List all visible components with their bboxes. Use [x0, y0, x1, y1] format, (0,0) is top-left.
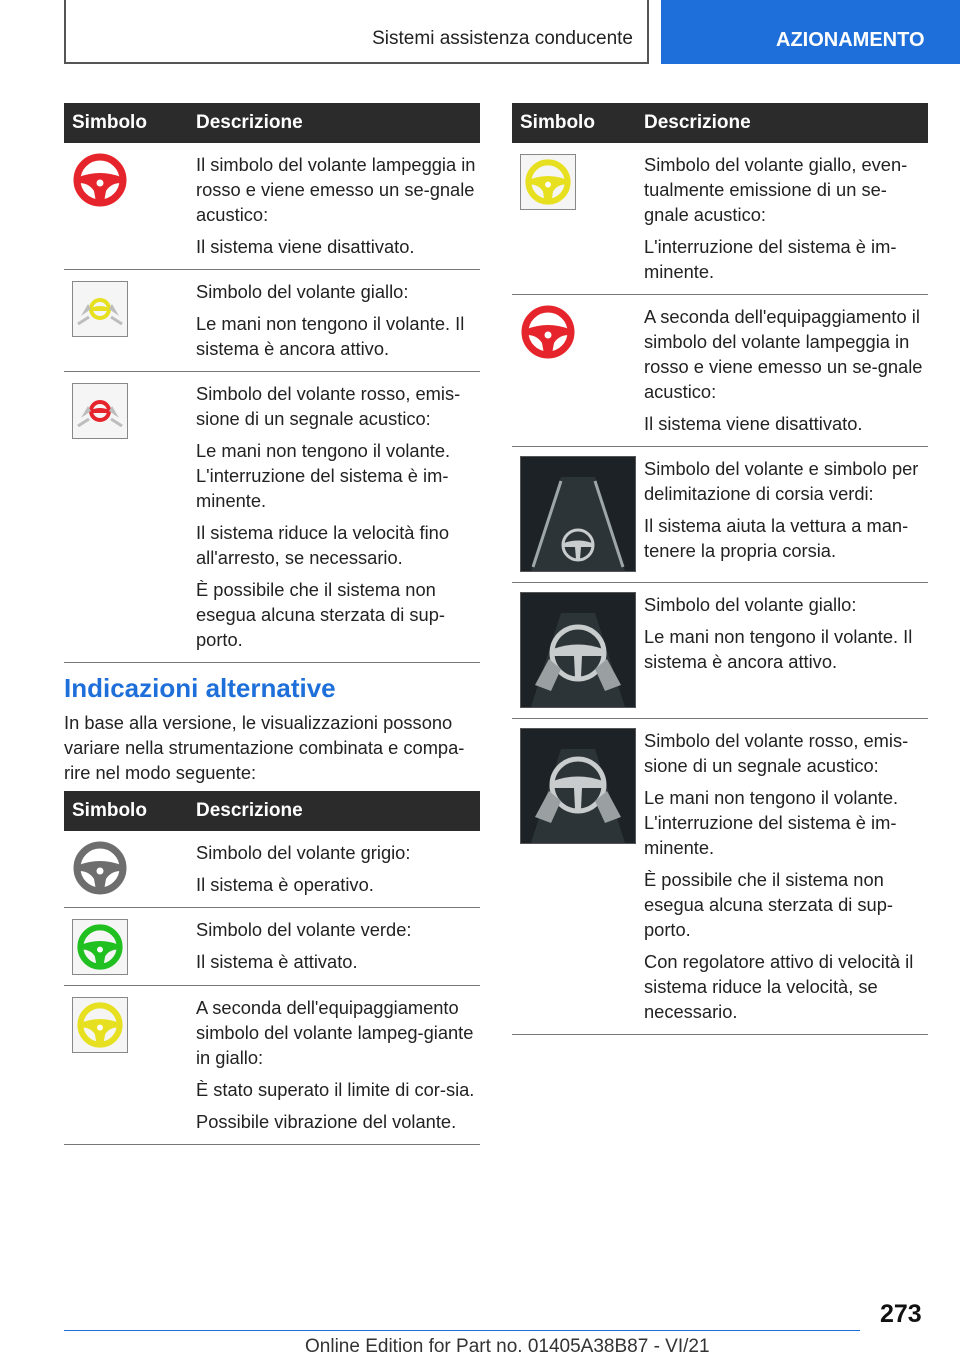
- footer-divider: [64, 1330, 860, 1331]
- table-row: [64, 908, 480, 986]
- description-line: A seconda dell'equipaggiamento il simbolo del volante lampeggia in rosso e viene emesso un se-gnale acustico:: [644, 306, 923, 402]
- description-line: Il sistema è operativo.: [196, 874, 374, 895]
- header-chapter-tab: [661, 0, 960, 64]
- description-line: Simbolo del volante e simbolo per delimitazione di corsia verdi:: [644, 458, 919, 504]
- description-line: Il sistema viene disattivato.: [196, 236, 415, 257]
- steering-wheel-red-icon: [72, 152, 128, 208]
- lane-display-hands-red-icon: [520, 728, 636, 844]
- table-row: [512, 143, 928, 295]
- lane-display-hands-yellow-icon: [520, 592, 636, 708]
- description-line: Simbolo del volante grigio:: [196, 842, 411, 863]
- header-section-box: [64, 0, 649, 64]
- table-row: [64, 831, 480, 908]
- steering-wheel-hands-red-icon: [72, 383, 128, 439]
- description-line: Le mani non tengono il volante. L'interruzione del sistema è im-minente.: [644, 787, 899, 858]
- table-row: [64, 270, 480, 372]
- description-line: Simbolo del volante rosso, emis-sione di un segnale acustico:: [196, 383, 461, 429]
- description-line: Il simbolo del volante lampeggia in rosso e viene emesso un se-gnale acustico:: [196, 154, 476, 225]
- table-row: [512, 719, 928, 1035]
- symbol-table-1: [64, 103, 480, 663]
- table-row: [64, 143, 480, 270]
- description-line: Simbolo del volante giallo:: [644, 594, 857, 615]
- col-symbol-header: Simbolo: [520, 112, 595, 133]
- steering-wheel-green-icon: [72, 919, 128, 975]
- table-row: [512, 295, 928, 447]
- description-line: Con regolatore attivo di velocità il sistema riduce la velocità, se necessario.: [644, 951, 914, 1022]
- description-line: Simbolo del volante giallo, even-tualmente emissione di un se-gnale acustico:: [644, 154, 908, 225]
- lane-display-green-wheel-icon: [520, 456, 636, 572]
- table-header: [64, 791, 480, 831]
- footer-edition: Online Edition for Part no. 01405A38B87 - VI/21: [305, 1336, 710, 1357]
- symbol-table-3: [512, 103, 928, 1035]
- steering-wheel-grey-icon: [72, 840, 128, 896]
- description-line: L'interruzione del sistema è im-minente.: [644, 236, 897, 282]
- steering-wheel-yellow-icon: [72, 997, 128, 1053]
- description-line: Il sistema aiuta la vettura a man-tenere la propria corsia.: [644, 515, 909, 561]
- steering-wheel-hands-yellow-icon: [72, 281, 128, 337]
- description-line: Il sistema riduce la velocità fino all'arresto, se necessario.: [196, 522, 450, 568]
- header-section-title: Sistemi assistenza conducente: [372, 28, 633, 49]
- steering-wheel-yellow-icon: [520, 154, 576, 210]
- description-line: Simbolo del volante giallo:: [196, 281, 409, 302]
- description-line: Le mani non tengono il volante. Il sistema è ancora attivo.: [644, 626, 913, 672]
- description-line: È possibile che il sistema non esegua alcuna sterzata di sup-porto.: [196, 579, 445, 650]
- description-line: Possibile vibrazione del volante.: [196, 1111, 457, 1132]
- col-description-header: Descrizione: [196, 112, 303, 133]
- page-number: 273: [880, 1300, 922, 1328]
- symbol-table-2: [64, 791, 480, 1145]
- table-row: [512, 447, 928, 583]
- description-line: È stato superato il limite di cor-sia.: [196, 1079, 475, 1100]
- description-line: È possibile che il sistema non esegua alcuna sterzata di sup-porto.: [644, 869, 893, 940]
- table-row: [64, 986, 480, 1145]
- description-line: Simbolo del volante verde:: [196, 919, 412, 940]
- description-line: Il sistema viene disattivato.: [644, 413, 863, 434]
- description-line: Le mani non tengono il volante. L'interruzione del sistema è im-minente.: [196, 440, 451, 511]
- col-symbol-header: Simbolo: [72, 112, 147, 133]
- col-symbol-header: Simbolo: [72, 800, 147, 821]
- section-body: In base alla versione, le visualizzazioni possono variare nella strumentazione combinata e compa-rire nel modo seguente:: [64, 712, 465, 783]
- section-title: Indicazioni alternative: [64, 673, 336, 703]
- table-header: [512, 103, 928, 143]
- description-line: Le mani non tengono il volante. Il sistema è ancora attivo.: [196, 313, 465, 359]
- description-line: Simbolo del volante rosso, emis-sione di un segnale acustico:: [644, 730, 909, 776]
- description-line: Il sistema è attivato.: [196, 951, 358, 972]
- description-line: A seconda dell'equipaggiamento simbolo del volante lampeg-giante in giallo:: [196, 997, 474, 1068]
- col-description-header: Descrizione: [196, 800, 303, 821]
- header-chapter-title: AZIONAMENTO: [776, 29, 925, 51]
- col-description-header: Descrizione: [644, 112, 751, 133]
- table-row: [512, 583, 928, 719]
- table-header: [64, 103, 480, 143]
- table-row: [64, 372, 480, 663]
- steering-wheel-red-icon: [520, 304, 576, 360]
